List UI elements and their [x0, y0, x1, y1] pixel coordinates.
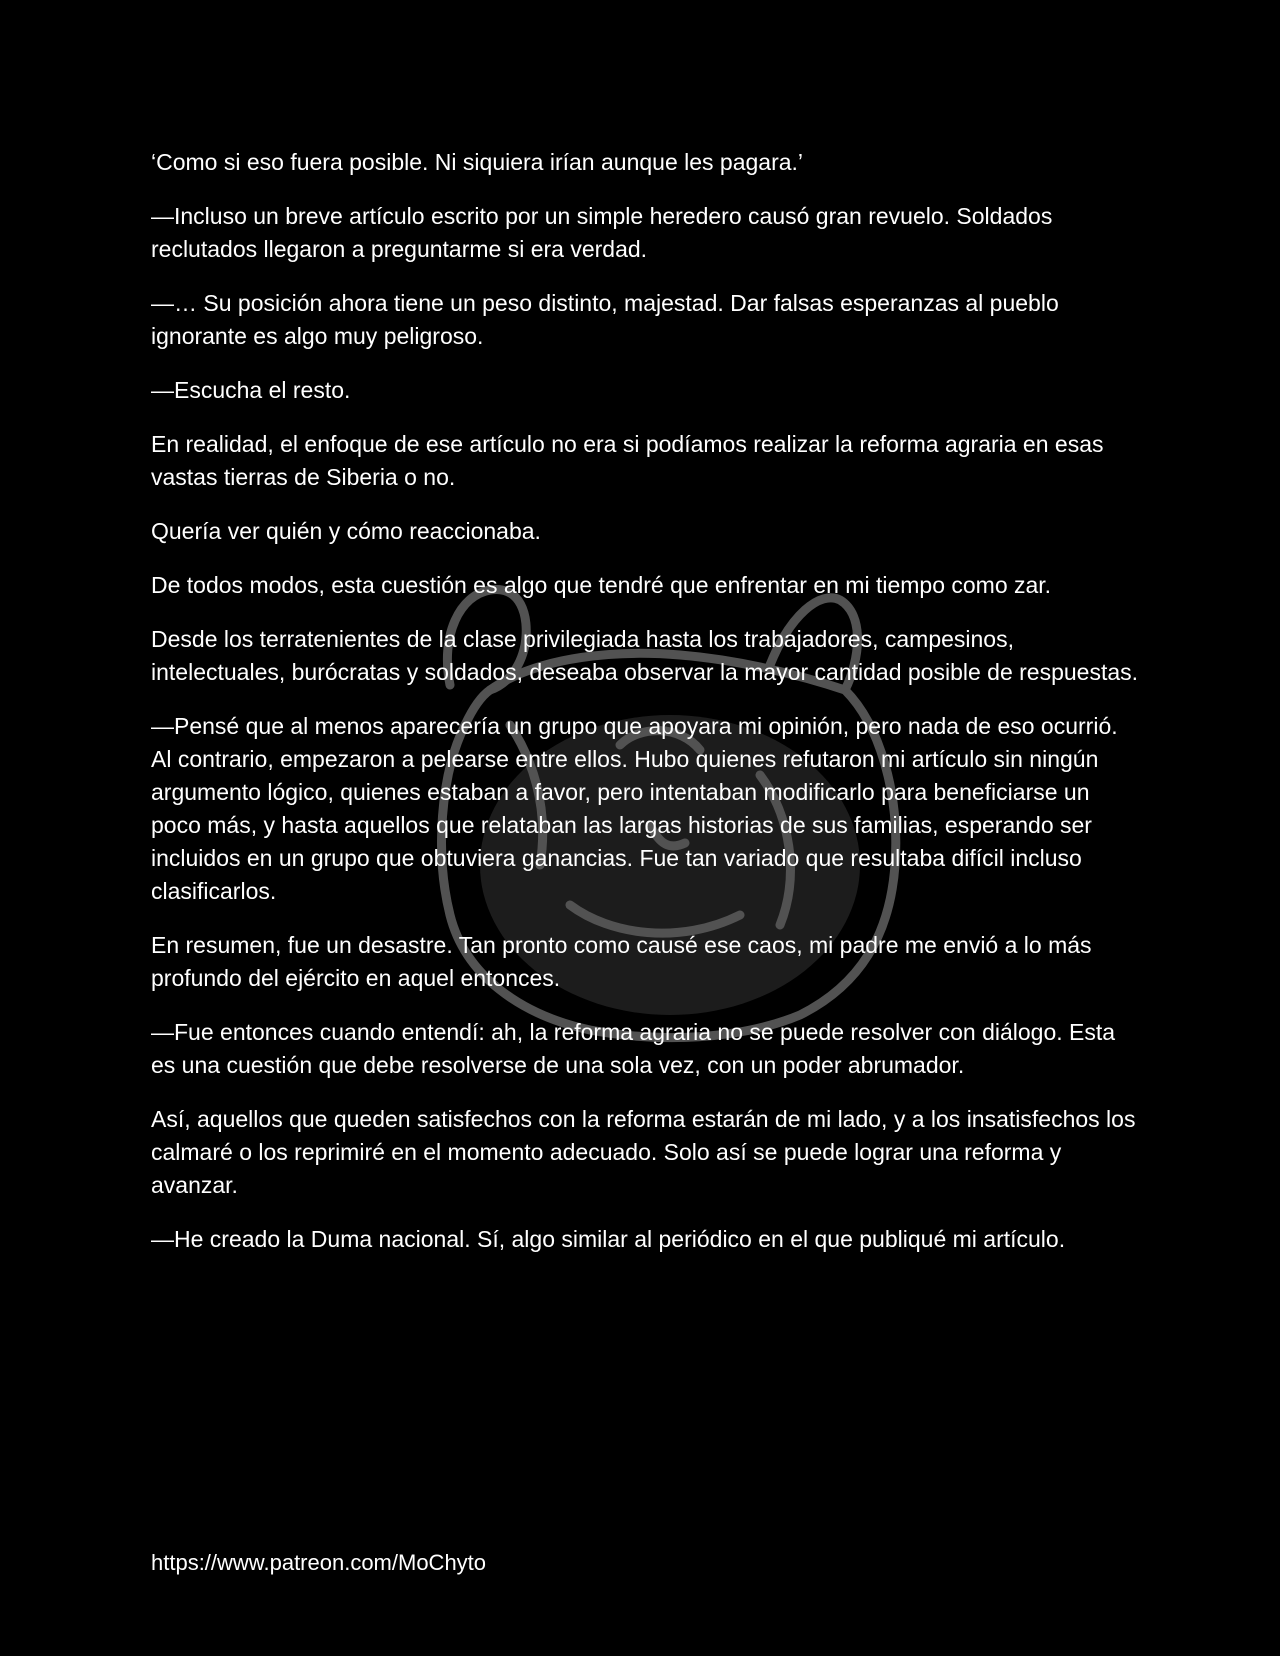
paragraph: —He creado la Duma nacional. Sí, algo similar al periódico en el que publiqué mi artículo.: [151, 1226, 1066, 1252]
paragraph: —… Su posición ahora tiene un peso distinto, majestad. Dar falsas esperanzas al pueblo ignorante es algo muy peligroso.: [151, 290, 1059, 349]
paragraph: —Pensé que al menos aparecería un grupo que apoyara mi opinión, pero nada de eso ocurrió. Al contrario, empezaron a pelearse entre ellos. Hubo quienes refutaron mi artículo sin ningún argumento lógico, quienes estaban a favor, pero intentaban modificarlo para beneficiarse un poco más, y hasta aquellos que relataban las largas historias de sus familias, esperando ser incluidos en un grupo que obtuviera ganancias. Fue tan variado que resultaba difícil incluso clasificarlos.: [151, 713, 1118, 904]
document-body: [151, 146, 1141, 1277]
paragraph: Desde los terratenientes de la clase privilegiada hasta los trabajadores, campesinos, intelectuales, burócratas y soldados, deseaba observar la mayor cantidad posible de respuestas.: [151, 626, 1139, 685]
paragraph: —Escucha el resto.: [151, 377, 351, 403]
paragraph: De todos modos, esta cuestión es algo que tendré que enfrentar en mi tiempo como zar.: [151, 572, 1052, 598]
paragraph: Quería ver quién y cómo reaccionaba.: [151, 518, 541, 544]
paragraph: ‘Como si eso fuera posible. Ni siquiera irían aunque les pagara.’: [151, 149, 804, 175]
paragraph: Así, aquellos que queden satisfechos con la reforma estarán de mi lado, y a los insatisfechos los calmaré o los reprimiré en el momento adecuado. Solo así se puede lograr una reforma y avanzar.: [151, 1106, 1136, 1198]
paragraph: En realidad, el enfoque de ese artículo no era si podíamos realizar la reforma agraria en esas vastas tierras de Siberia o no.: [151, 431, 1104, 490]
paragraph: —Fue entonces cuando entendí: ah, la reforma agraria no se puede resolver con diálogo. Esta es una cuestión que debe resolverse de una sola vez, con un poder abrumador.: [151, 1019, 1116, 1078]
patreon-link[interactable]: https://www.patreon.com/MoChyto: [151, 1550, 487, 1575]
paragraph: En resumen, fue un desastre. Tan pronto como causé ese caos, mi padre me envió a lo más profundo del ejército en aquel entonces.: [151, 932, 1092, 991]
paragraph: —Incluso un breve artículo escrito por un simple heredero causó gran revuelo. Soldados reclutados llegaron a preguntarme si era verdad.: [151, 203, 1053, 262]
